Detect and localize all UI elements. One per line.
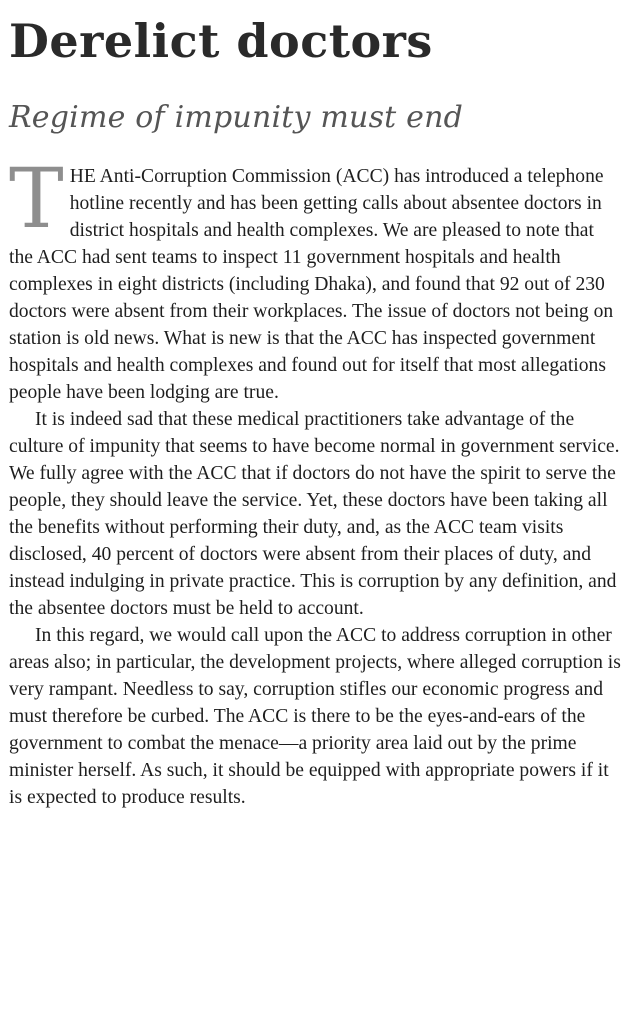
subheadline: Regime of impunity must end xyxy=(9,100,464,135)
drop-cap: T xyxy=(9,152,64,247)
paragraph-1-text: HE Anti-Corruption Commission (ACC) has introduced a telephone hotline recently and has been getting calls about absentee doctors in district hospitals and health complexes. We are pleased to note that the ACC had sent teams to inspect 11 government hospitals and health complexes in eight districts (including Dhaka), and found that 92 out of 230 doctors were absent from their workplaces. The issue of doctors not being on station is old news. What is new is that the ACC has inspected government hospitals and health complexes and found out for itself that most allegations people have been lodging are true. xyxy=(9,166,614,403)
paragraph-2: It is indeed sad that these medical practitioners take advantage of the culture of impunity that seems to have become normal in government service. We fully agree with the ACC that if doctors do not have the spirit to serve the people, they should leave the service. Yet, these doctors have been taking all the benefits without performing their duty, and, as the ACC team visits disclosed, 40 percent of doctors were absent from their places of duty, and instead indulging in private practice. This is corruption by any definition, and the absentee doctors must be held to account. xyxy=(9,409,620,619)
paragraph-3: In this regard, we would call upon the ACC to address corruption in other areas also; in particular, the development projects, where alleged corruption is very rampant. Needless to say, corruption stifles our economic progress and must therefore be curbed. The ACC is there to be the eyes-and-ears of the government to combat the menace—a priority area laid out by the prime minister herself. As such, it should be equipped with appropriate powers if it is expected to produce results. xyxy=(9,625,621,808)
article-body xyxy=(9,152,621,811)
headline: Derelict doctors xyxy=(9,14,433,68)
paragraph-1 xyxy=(9,152,621,406)
